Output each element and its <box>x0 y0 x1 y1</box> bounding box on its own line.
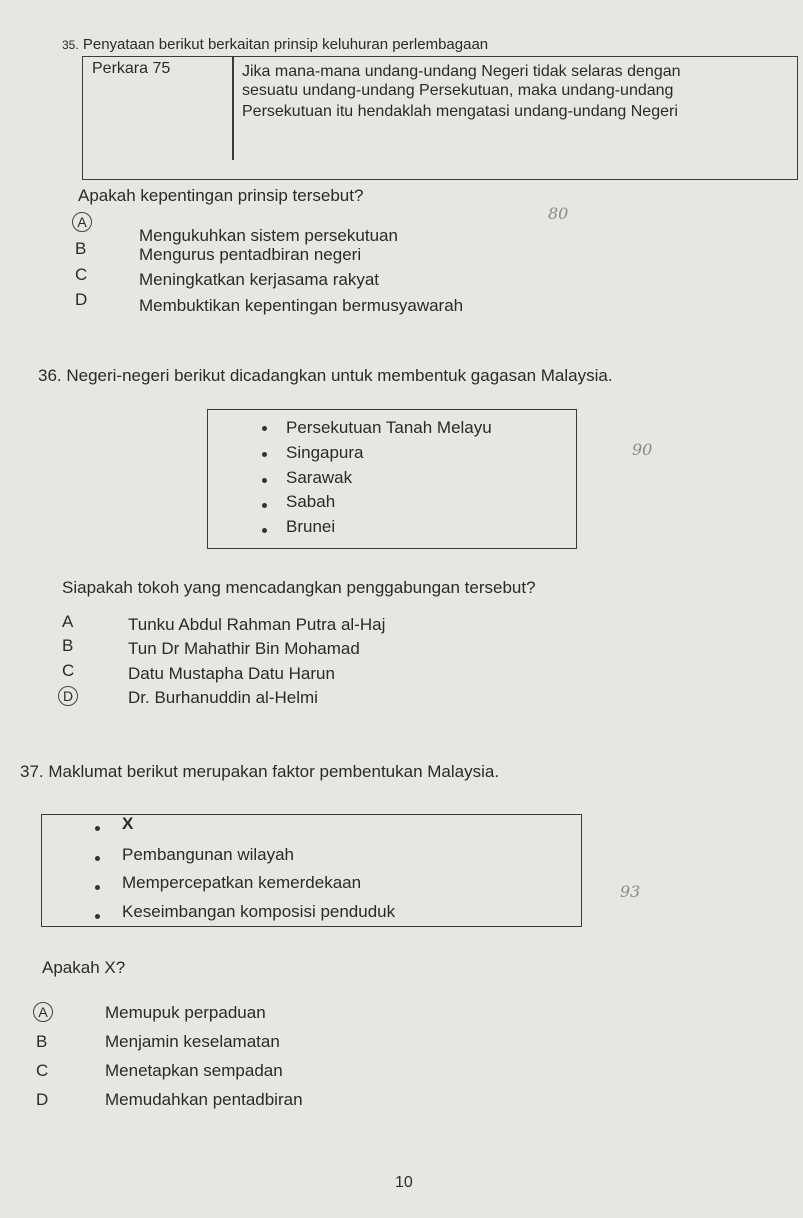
q37-list-item-2: Pembangunan wilayah <box>122 845 295 864</box>
q36-bullet-4 <box>262 503 267 508</box>
q37-bullet-4 <box>95 914 100 919</box>
q36-list-item-3: Sarawak <box>286 468 353 487</box>
q35-option-d-letter: D <box>75 290 88 309</box>
q37-option-d-letter: D <box>36 1090 49 1109</box>
q36-option-a-text: Tunku Abdul Rahman Putra al-Haj <box>128 615 386 634</box>
page-number: 10 <box>395 1174 413 1191</box>
q37-option-b-text: Menjamin keselamatan <box>105 1032 280 1051</box>
q36-margin-note: 90 <box>632 440 653 459</box>
q35-option-c-letter: C <box>75 265 88 284</box>
q37-bullet-2 <box>95 856 100 861</box>
q37-option-c-letter: C <box>36 1061 49 1080</box>
q35-number: 35. <box>62 38 79 52</box>
q36-list-item-1: Persekutuan Tanah Melayu <box>286 418 492 437</box>
q35-margin-note: 80 <box>548 204 569 223</box>
q36-option-d-letter: D <box>58 686 78 706</box>
q37-list-item-3: Mempercepatkan kemerdekaan <box>122 873 362 892</box>
q37-stem: 37. Maklumat berikut merupakan faktor pembentukan Malaysia. <box>20 762 500 781</box>
q35-table-right-line-3: Persekutuan itu hendaklah mengatasi undang-undang Negeri <box>242 103 678 120</box>
q36-bullet-5 <box>262 528 267 533</box>
q35-table-right-line-2: sesuatu undang-undang Persekutuan, maka undang-undang <box>242 82 674 99</box>
q36-option-b-text: Tun Dr Mahathir Bin Mohamad <box>128 639 360 658</box>
q35-table-right-line-1: Jika mana-mana undang-undang Negeri tidak selaras dengan <box>242 63 681 80</box>
q36-question: Siapakah tokoh yang mencadangkan penggabungan tersebut? <box>62 578 536 597</box>
q36-stem: 36. Negeri-negeri berikut dicadangkan untuk membentuk gagasan Malaysia. <box>38 366 613 385</box>
q36-option-c-text: Datu Mustapha Datu Harun <box>128 664 335 683</box>
q36-option-a-letter: A <box>62 612 74 631</box>
q37-option-a-letter: A <box>33 1002 53 1022</box>
q35-question: Apakah kepentingan prinsip tersebut? <box>78 186 364 205</box>
q37-list-item-x: X <box>122 814 134 833</box>
q36-bullet-1 <box>262 426 267 431</box>
q35-stem-text: Penyataan berikut berkaitan prinsip keluhuran perlembagaan <box>82 36 489 53</box>
q36-list-item-5: Brunei <box>286 517 336 536</box>
q35-option-d-text: Membuktikan kepentingan bermusyawarah <box>139 296 464 315</box>
q37-option-a-text: Memupuk perpaduan <box>105 1003 266 1022</box>
q37-bullet-1 <box>95 826 100 831</box>
q36-list-item-2: Singapura <box>286 443 364 462</box>
q36-list-item-4: Sabah <box>286 492 336 511</box>
q36-option-b-letter: B <box>62 636 74 655</box>
q36-bullet-2 <box>262 452 267 457</box>
q37-list-item-4: Keseimbangan komposisi penduduk <box>122 902 396 921</box>
q37-option-b-letter: B <box>36 1032 48 1051</box>
q35-table-divider <box>232 57 234 160</box>
q37-question: Apakah X? <box>42 958 126 977</box>
q35-option-a-letter: A <box>72 212 92 232</box>
q36-option-c-letter: C <box>62 661 75 680</box>
q37-bullet-3 <box>95 885 100 890</box>
q37-option-d-text: Memudahkan pentadbiran <box>105 1090 303 1109</box>
q35-option-a-text: Mengukuhkan sistem persekutuan <box>139 226 398 245</box>
q37-option-c-text: Menetapkan sempadan <box>105 1061 283 1080</box>
q35-option-b-letter: B <box>75 239 87 258</box>
q35-stem <box>62 36 488 53</box>
q37-margin-note: 93 <box>620 882 641 901</box>
q36-option-d-text: Dr. Burhanuddin al-Helmi <box>128 688 318 707</box>
q35-table-left: Perkara 75 <box>92 60 171 77</box>
q35-option-b-text: Mengurus pentadbiran negeri <box>139 245 362 264</box>
q36-bullet-3 <box>262 478 267 483</box>
q35-option-c-text: Meningkatkan kerjasama rakyat <box>139 270 380 289</box>
